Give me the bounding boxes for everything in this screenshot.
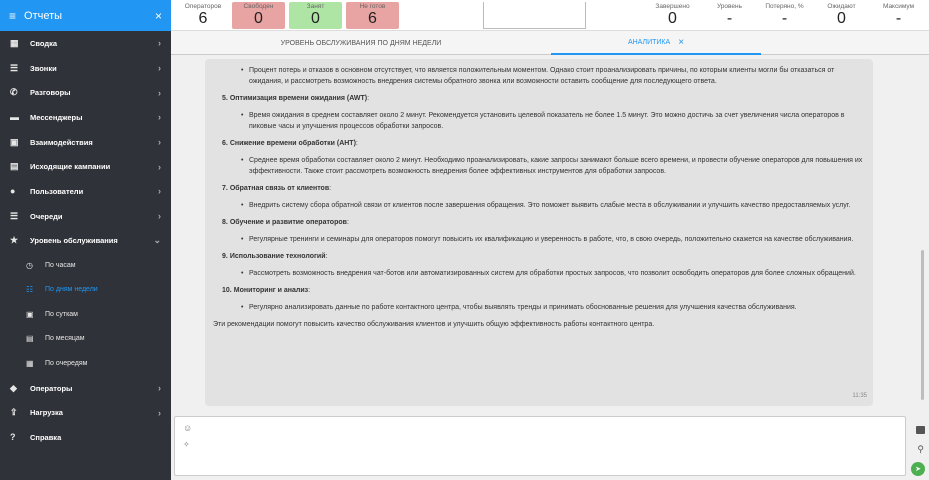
sidebar-item-interactions[interactable]: ▣ Взаимодействия › (10, 136, 161, 148)
close-tab-icon[interactable]: × (678, 36, 685, 48)
stats-placeholder-box (483, 2, 586, 29)
scrollbar[interactable] (921, 250, 924, 400)
stat-completed: Завершено 0 (655, 3, 690, 27)
chevron-right-icon: › (158, 137, 161, 148)
sidebar-item-help[interactable]: ? Справка (10, 432, 62, 443)
sidebar-item-calls[interactable]: ☰ Звонки › (10, 62, 161, 74)
section-heading: 8. Обучение и развитие операторов: (222, 219, 349, 226)
sidebar-item-messengers[interactable]: ▬ Мессенджеры › (10, 112, 161, 123)
chevron-right-icon: › (158, 186, 161, 197)
image-icon[interactable] (916, 426, 925, 434)
sidebar-subitem-by-weekdays[interactable]: ☷ По дням недели (26, 285, 98, 295)
sidebar-item-service-level[interactable]: ★ Уровень обслуживания ⌄ (10, 235, 161, 246)
help-icon: ? (10, 432, 16, 443)
stats-bar (171, 0, 929, 31)
menu-icon[interactable]: ≡ (9, 8, 17, 23)
list-icon: ☰ (10, 210, 19, 221)
sidebar-item-load[interactable]: ⇪ Нагрузка › (10, 407, 161, 418)
message-bubble (205, 59, 873, 406)
message-paragraph: • Процент потерь и отказов в основном отсутствует, что является положительным моментом. Однако стоит проанализировать причины, по которым клиенты могли бы отказаться от ожидания, и рассмотреть возможность внедрения системы обратного звонка или возможности оставить сообщение для последующего ответа. (213, 65, 865, 87)
message-paragraph: • Рассмотреть возможность внедрения чат-ботов или автоматизированных систем для обработки простых запросов, что позволит освободить операторов для более сложных обращений. (213, 268, 865, 279)
calls-icon: ☰ (10, 62, 19, 73)
chevron-right-icon: › (158, 38, 161, 49)
message-paragraph: • Регулярные тренинги и семинары для операторов помогут повысить их квалификацию и уверенность в работе, что, в свою очередь, положительно скажется на качестве обслуживания. (213, 234, 865, 245)
week-icon: ☷ (26, 285, 34, 295)
chevron-down-icon: ⌄ (153, 235, 161, 246)
sidebar-subitem-by-months[interactable]: ▤ По месяцам (26, 334, 85, 344)
stat-lost: Потеряно, % - (765, 3, 804, 27)
chevron-right-icon: › (158, 383, 161, 394)
tab-analytics[interactable]: АНАЛИТИКА × (551, 31, 761, 55)
close-icon[interactable]: × (154, 8, 162, 23)
sidebar-item-summary[interactable]: ▦ Сводка › (10, 37, 161, 49)
dashboard-icon: ▦ (10, 37, 19, 48)
chat-content (171, 55, 929, 414)
interactions-icon: ▣ (10, 136, 19, 147)
section-heading: 7. Обратная связь от клиентов: (222, 185, 332, 192)
stat-level: Уровень - (716, 3, 743, 27)
sidebar-title: Отчеты (24, 9, 63, 22)
calendar-month-icon: ▤ (26, 334, 34, 344)
chat-icon: ▬ (10, 112, 19, 123)
stat-operators: Операторов 6 (184, 3, 222, 27)
ai-sparkle-icon[interactable]: ✧ (183, 440, 190, 449)
sidebar (0, 0, 171, 480)
message-conclusion: Эти рекомендации помогут повысить качество обслуживания клиентов и улучшить общую эффективность работы контактного центра. (213, 321, 655, 328)
sidebar-item-outgoing-campaigns[interactable]: ▤ Исходящие кампании › (10, 161, 161, 172)
stat-max: Максимум - (882, 3, 915, 27)
section-heading: 6. Снижение времени обработки (AHT): (222, 140, 358, 147)
send-button[interactable]: ➤ (911, 462, 925, 476)
sidebar-subitem-by-days[interactable]: ▣ По суткам (26, 309, 78, 319)
tab-service-level-weekdays[interactable]: УРОВЕНЬ ОБСЛУЖИВАНИЯ ПО ДНЯМ НЕДЕЛИ (280, 39, 442, 47)
message-paragraph: • Внедрить систему сбора обратной связи от клиентов после завершения обращения. Это поможет выявить слабые места в обслуживании и улучшить качество предоставляемых услуг. (213, 200, 865, 211)
stat-busy: Занят 0 (289, 2, 342, 29)
upload-icon: ⇪ (10, 407, 18, 418)
sidebar-header (0, 0, 171, 31)
attach-icon[interactable]: ⚲ (917, 444, 924, 454)
user-icon: ● (10, 186, 16, 197)
chevron-right-icon: › (158, 211, 161, 222)
chevron-right-icon: › (158, 407, 161, 418)
message-paragraph: • Среднее время обработки составляет около 2 минут. Необходимо проанализировать, какие запросы занимают больше всего времени, и провести обучение операторов для повышения их эффективности. Также стоит рассмотреть возможность внедрения более эффективных инструментов для обработки запросов. (213, 155, 865, 177)
message-input-area (171, 414, 929, 480)
sidebar-item-users[interactable]: ● Пользователи › (10, 186, 161, 197)
emoji-icon[interactable]: ☺ (183, 423, 193, 433)
operators-icon: ◆ (10, 382, 17, 393)
sidebar-subitem-by-hours[interactable]: ◷ По часам (26, 260, 76, 270)
sidebar-item-conversations[interactable]: ✆ Разговоры › (10, 87, 161, 98)
section-heading: 5. Оптимизация времени ожидания (AWT): (222, 95, 370, 102)
tabs-bar (171, 31, 929, 55)
sidebar-item-operators[interactable]: ◆ Операторы › (10, 382, 161, 394)
message-paragraph: • Регулярно анализировать данные по работе контактного центра, чтобы выявлять тренды и принимать обоснованные решения для улучшения качества обслуживания. (213, 302, 865, 313)
stat-not-ready: Не готов 6 (346, 2, 399, 29)
chevron-right-icon: › (158, 161, 161, 172)
stat-waiting: Ожидают 0 (827, 3, 856, 27)
star-icon: ★ (10, 235, 19, 246)
briefcase-icon: ▤ (10, 161, 19, 172)
phone-icon: ✆ (10, 87, 18, 98)
message-time: 11:35 (852, 393, 867, 399)
sidebar-item-queues[interactable]: ☰ Очереди › (10, 210, 161, 222)
section-heading: 9. Использование технологий: (222, 253, 328, 260)
chevron-right-icon: › (158, 112, 161, 123)
calendar-day-icon: ▣ (26, 309, 34, 319)
stat-free: Свободен 0 (232, 2, 285, 29)
chevron-right-icon: › (158, 63, 161, 74)
clock-icon: ◷ (26, 260, 33, 270)
queue-icon: ▦ (26, 358, 34, 368)
message-input[interactable] (174, 416, 906, 476)
sidebar-subitem-by-queues[interactable]: ▦ По очередям (26, 358, 88, 368)
message-paragraph: • Время ожидания в среднем составляет около 2 минут. Рекомендуется установить целевой показатель не более 1.5 минут. Это можно достичь за счет увеличения числа операторов в пиковые часы и улучшения процессов обработки запросов. (213, 110, 865, 132)
section-heading: 10. Мониторинг и анализ: (222, 287, 311, 294)
chevron-right-icon: › (158, 87, 161, 98)
